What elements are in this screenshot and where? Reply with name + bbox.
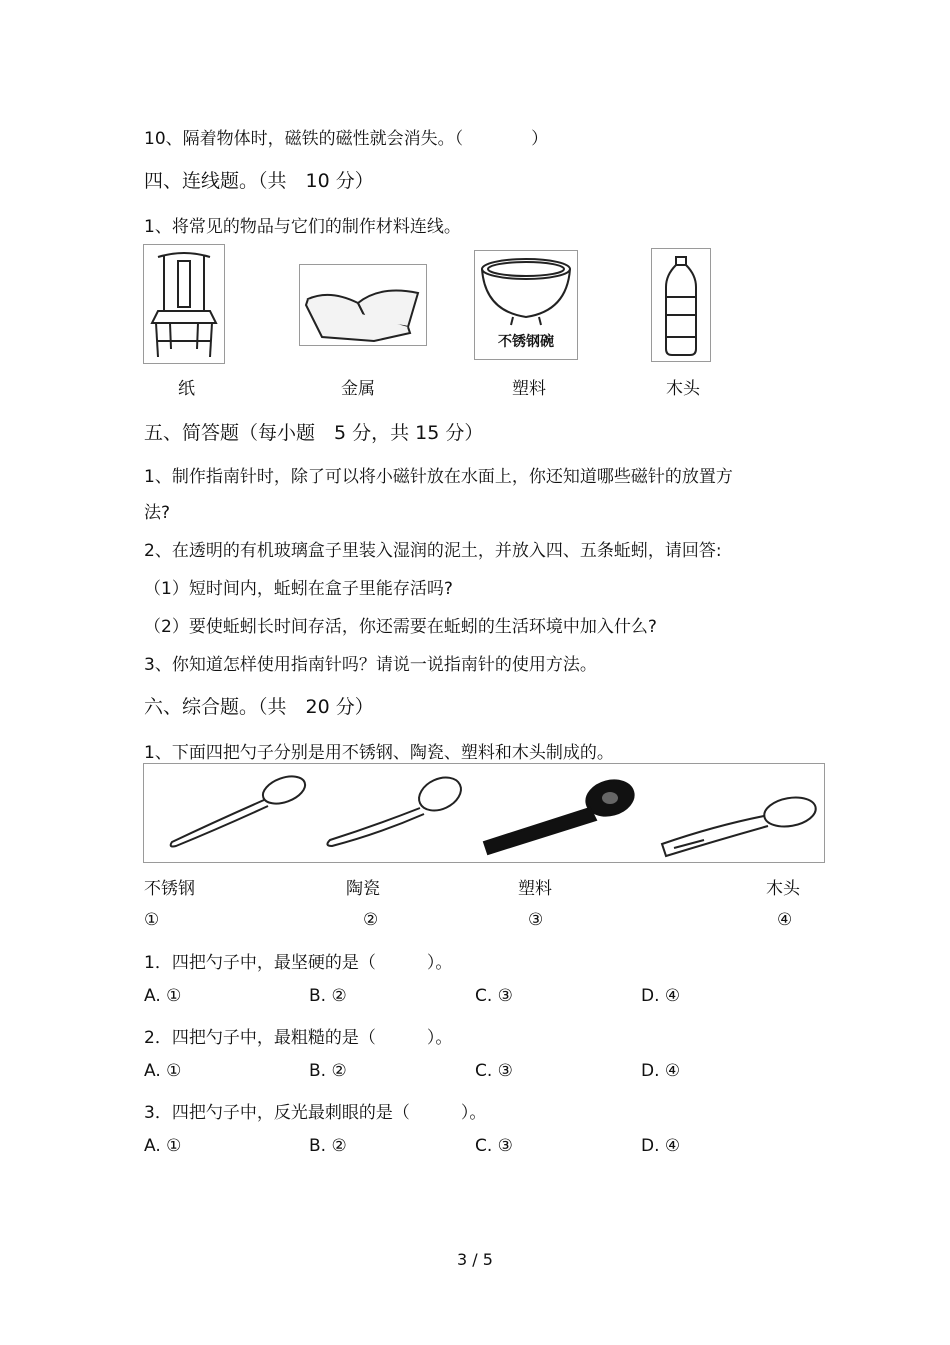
bowl-caption: 不锈钢碗 <box>498 334 554 350</box>
mc-1-option-a: A. ① <box>144 986 182 1006</box>
mc-3-option-a: A. ① <box>144 1136 182 1156</box>
material-label-wood: 木头 <box>666 379 700 399</box>
spoon-number-3: ③ <box>528 910 544 930</box>
section-6-heading: 六、综合题。（共 20 分） <box>144 696 374 718</box>
section-5-question-2: 2、在透明的有机玻璃盒子里装入湿润的泥土，并放入四、五条蚯蚓，请回答: <box>144 541 722 561</box>
spoon-label-plastic: 塑料 <box>518 879 552 899</box>
mc-2-option-c: C. ③ <box>475 1061 513 1081</box>
spoon-label-ceramic: 陶瓷 <box>346 879 380 899</box>
mc-2-option-d: D. ④ <box>641 1061 681 1081</box>
mc-question-2: 2．四把勺子中，最粗糙的是（ ）。 <box>144 1028 453 1048</box>
section-5-question-3: 3、你知道怎样使用指南针吗？请说一说指南针的使用方法。 <box>144 655 597 675</box>
mc-question-3: 3．四把勺子中，反光最刺眼的是（ ）。 <box>144 1103 487 1123</box>
book-image <box>299 264 427 346</box>
question-10: 10、隔着物体时，磁铁的磁性就会消失。（ ） <box>144 129 549 149</box>
material-label-paper: 纸 <box>178 379 195 399</box>
section-5-question-1-cont: 法? <box>144 503 171 523</box>
page-number: 3 / 5 <box>457 1250 493 1269</box>
spoon-label-stainless: 不锈钢 <box>144 879 195 899</box>
section-6-question-1: 1、下面四把勺子分别是用不锈钢、陶瓷、塑料和木头制成的。 <box>144 743 614 763</box>
section-4-heading: 四、连线题。（共 10 分） <box>144 170 374 192</box>
section-5-question-1: 1、制作指南针时，除了可以将小磁针放在水面上，你还知道哪些磁针的放置方 <box>144 467 733 487</box>
steel-bowl-image <box>474 250 578 360</box>
spoon-number-4: ④ <box>777 910 793 930</box>
mc-2-option-a: A. ① <box>144 1061 182 1081</box>
spoons-image <box>143 763 825 863</box>
mc-3-option-b: B. ② <box>309 1136 347 1156</box>
mc-question-1: 1．四把勺子中，最坚硬的是（ ）。 <box>144 953 453 973</box>
mc-3-option-c: C. ③ <box>475 1136 513 1156</box>
spoon-number-1: ① <box>144 910 160 930</box>
material-label-plastic: 塑料 <box>512 379 546 399</box>
spoon-label-wood: 木头 <box>766 879 800 899</box>
mc-1-option-c: C. ③ <box>475 986 513 1006</box>
mc-3-option-d: D. ④ <box>641 1136 681 1156</box>
chair-image <box>143 244 225 364</box>
bottle-image <box>651 248 711 362</box>
section-5-question-2-part-1: （1）短时间内，蚯蚓在盒子里能存活吗? <box>144 579 453 599</box>
section-4-question-1: 1、将常见的物品与它们的制作材料连线。 <box>144 217 461 237</box>
mc-2-option-b: B. ② <box>309 1061 347 1081</box>
mc-1-option-d: D. ④ <box>641 986 681 1006</box>
material-label-metal: 金属 <box>341 379 375 399</box>
mc-1-option-b: B. ② <box>309 986 347 1006</box>
section-5-question-2-part-2: （2）要使蚯蚓长时间存活，你还需要在蚯蚓的生活环境中加入什么? <box>144 617 657 637</box>
spoon-number-2: ② <box>363 910 379 930</box>
section-5-heading: 五、简答题（每小题 5 分，共 15 分） <box>144 422 484 444</box>
